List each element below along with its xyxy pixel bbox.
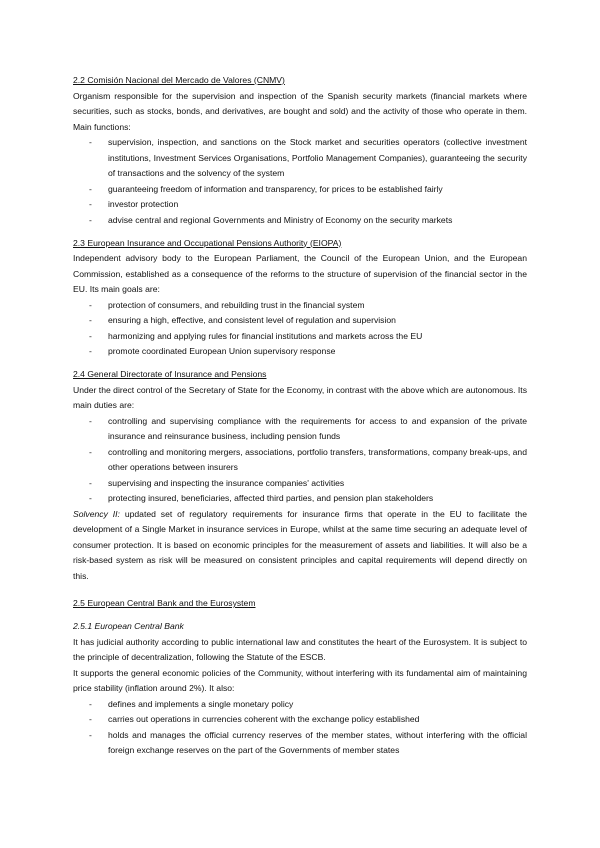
- eiopa-goal-list: [73, 298, 527, 360]
- dgip-duty-list: [73, 414, 527, 507]
- eiopa-intro: Independent advisory body to the European Parliament, the Council of the European Union, and the European Commission, established as a consequence of the reforms to the structure of supervision of the financial sector in the EU. Its main goals are:: [73, 253, 527, 294]
- list-item: - protecting insured, beneficiaries, affected third parties, and pension plan stakeholders: [73, 491, 527, 507]
- ecb-paragraph-2: It supports the general economic policies of the Community, without interfering with its fundamental aim of maintaining price stability (inflation around 2%). It also:: [73, 667, 527, 693]
- list-item: - supervising and inspecting the insurance companies' activities: [73, 476, 527, 492]
- solvency-label: Solvency II:: [73, 508, 120, 519]
- document-page: [73, 73, 527, 759]
- list-item: - defines and implements a single monetary policy: [73, 697, 527, 713]
- list-item: - guaranteeing freedom of information and transparency, for prices to be established fairly: [73, 182, 527, 198]
- list-item: - promote coordinated European Union supervisory response: [73, 344, 527, 360]
- heading-ecb: 2.5 European Central Bank and the Eurosystem: [73, 598, 256, 608]
- list-item: - holds and manages the official currency reserves of the member states, without interfering with the official foreign exchange reserves on the part of the Governments of member states: [73, 728, 527, 759]
- list-item: - supervision, inspection, and sanctions on the Stock market and securities operators (collective investment institutions, Investment Services Organisations, Portfolio Management Companies), guaranteeing the security of transactions and the solvency of the system: [73, 135, 527, 182]
- list-item: - ensuring a high, effective, and consistent level of regulation and supervision: [73, 313, 527, 329]
- dgip-intro: Under the direct control of the Secretary of State for the Economy, in contrast with the above which are autonomous. Its main duties are:: [73, 384, 527, 410]
- list-item: - harmonizing and applying rules for financial institutions and markets across the EU: [73, 329, 527, 345]
- list-item: - controlling and monitoring mergers, associations, portfolio transfers, transformations, company break-ups, and other operations between insurers: [73, 445, 527, 476]
- list-item: - protection of consumers, and rebuilding trust in the financial system: [73, 298, 527, 314]
- list-item: - controlling and supervising compliance with the requirements for access to and expansion of the private insurance and reinsurance business, including pension funds: [73, 414, 527, 445]
- ecb-task-list: [73, 697, 527, 759]
- list-item: - carries out operations in currencies coherent with the exchange policy established: [73, 712, 527, 728]
- heading-dgip: 2.4 General Directorate of Insurance and Pensions: [73, 369, 267, 379]
- ecb-paragraph-1: It has judicial authority according to public international law and constitutes the heart of the Eurosystem. It is subject to the principle of decentralization, following the Statute of the ESCB.: [73, 636, 527, 662]
- cnmv-function-list: [73, 135, 527, 228]
- solvency-paragraph: [73, 507, 527, 585]
- solvency-text: updated set of regulatory requirements for insurance firms that operate in the EU to facilitate the development of a Single Market in insurance services in Europe, whilst at the same time securing an adequate level of consumer protection. It is based on economic principles for the measurement of assets and liabilities. It will also be a risk-based system as risk will be measured on consistent principles and capital requirements will depend directly on this.: [73, 508, 527, 581]
- list-item: - advise central and regional Governments and Ministry of Economy on the security markets: [73, 213, 527, 229]
- heading-eiopa: 2.3 European Insurance and Occupational Pensions Authority (EIOPA): [73, 237, 342, 248]
- cnmv-intro: Organism responsible for the supervision and inspection of the Spanish security markets (financial markets where securities, such as stocks, bonds, and derivatives, are bought and sold) and the activity of those who operate in them. Main functions:: [73, 90, 527, 132]
- list-item: - investor protection: [73, 197, 527, 213]
- subheading-ecb: 2.5.1 European Central Bank: [73, 621, 184, 631]
- heading-cnmv: 2.2 Comisión Nacional del Mercado de Valores (CNMV): [73, 75, 285, 85]
